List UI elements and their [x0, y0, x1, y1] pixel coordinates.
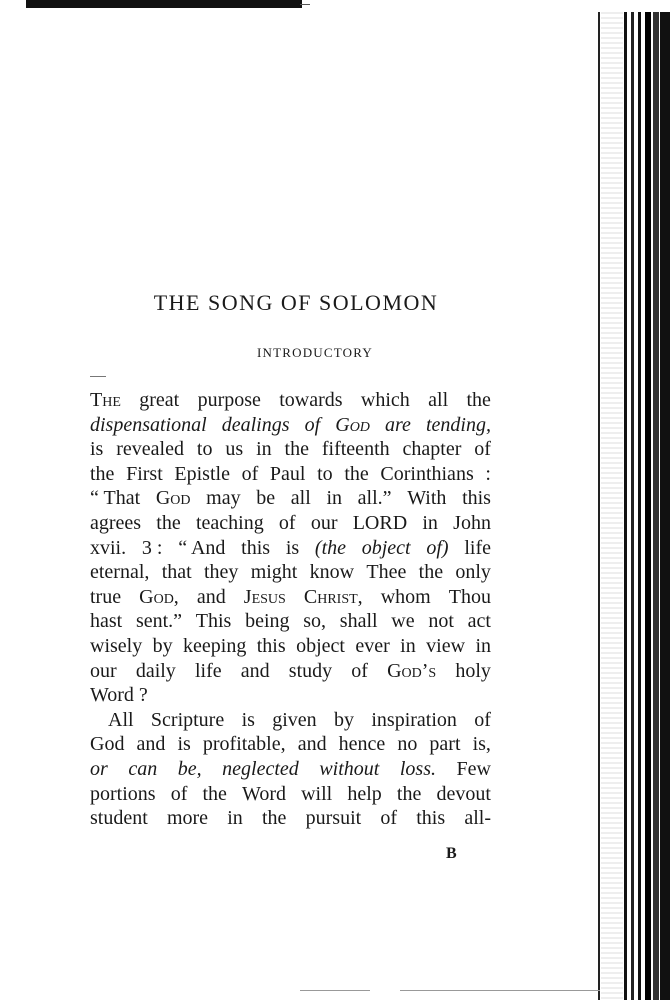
- word: our: [90, 659, 117, 682]
- word: is,: [472, 733, 491, 756]
- word: to: [317, 462, 333, 485]
- word: “ That: [90, 487, 141, 510]
- word: wisely: [90, 634, 143, 657]
- word: and: [240, 659, 270, 682]
- word: all-: [464, 807, 491, 830]
- word: daily: [135, 659, 176, 682]
- word: great: [139, 389, 180, 411]
- word: be,: [177, 757, 202, 780]
- word: purpose: [197, 389, 261, 411]
- top-edge-rule-thin: [300, 4, 310, 5]
- word: agrees: [90, 511, 142, 534]
- word: 3 :: [141, 536, 163, 559]
- text-line: [90, 732, 491, 757]
- word: Thou: [448, 585, 491, 608]
- word: in: [326, 487, 343, 510]
- word: Paul: [269, 462, 306, 485]
- word: which: [360, 389, 410, 411]
- word: profitable,: [202, 733, 286, 756]
- text-line: [90, 757, 491, 782]
- word: Scripture: [150, 708, 225, 731]
- page-title: THE SONG OF SOLOMON: [153, 290, 439, 315]
- word: inspiration: [371, 708, 457, 731]
- word: all: [428, 389, 449, 411]
- word: First: [126, 462, 163, 485]
- word: fifteenth: [321, 438, 390, 461]
- word: chapter: [402, 438, 462, 461]
- word: may: [206, 487, 241, 510]
- text-line: Word ?: [90, 684, 148, 707]
- word: be: [256, 487, 276, 510]
- word: revealed: [116, 438, 184, 461]
- word: the: [396, 782, 422, 805]
- word: of: [351, 659, 368, 682]
- word: object: [296, 634, 345, 657]
- word: God’s: [387, 659, 437, 682]
- word: and: [136, 733, 166, 756]
- word: The: [90, 389, 121, 411]
- word: are: [385, 413, 411, 436]
- word: Thee: [366, 561, 407, 584]
- word: the: [418, 561, 444, 584]
- word: life: [464, 536, 491, 559]
- text-line: [90, 609, 491, 634]
- word: pursuit: [305, 807, 362, 830]
- word: know: [309, 561, 355, 584]
- word: the: [156, 511, 181, 534]
- text-line: [90, 782, 491, 807]
- word: All: [108, 708, 134, 731]
- word: our: [310, 511, 338, 534]
- word: the: [262, 807, 287, 830]
- word: by: [334, 708, 355, 731]
- word: dealings: [221, 413, 290, 436]
- word: and: [196, 585, 226, 608]
- word: in: [227, 807, 243, 830]
- word: keeping: [183, 634, 247, 657]
- word: is: [241, 708, 255, 731]
- ink-mark: [90, 376, 106, 377]
- word: without: [319, 757, 380, 780]
- word: of: [474, 708, 491, 731]
- book-page-edge: [598, 12, 670, 1000]
- word: student: [90, 807, 148, 830]
- word: might: [250, 561, 298, 584]
- word: no: [397, 733, 418, 756]
- word: of: [474, 438, 491, 461]
- word: dispensational: [90, 413, 207, 436]
- text-line: [90, 585, 491, 610]
- word: us: [225, 438, 244, 461]
- paragraph-1: [90, 388, 491, 708]
- word: that: [161, 561, 192, 584]
- word: will: [301, 782, 333, 805]
- word: shall: [339, 610, 378, 633]
- word: this: [241, 536, 271, 559]
- word: hence: [338, 733, 386, 756]
- word: (the: [314, 536, 346, 559]
- word: object: [361, 536, 411, 559]
- word: so,: [303, 610, 327, 633]
- word: not: [428, 610, 454, 633]
- word: all.”: [357, 487, 392, 510]
- word: hast: [90, 610, 123, 633]
- word: of): [426, 536, 449, 559]
- word: they: [203, 561, 239, 584]
- word: teaching: [195, 511, 264, 534]
- word: life: [194, 659, 222, 682]
- body-text: [90, 388, 491, 831]
- word: LORD: [352, 511, 408, 534]
- section-heading: INTRODUCTORY: [256, 345, 373, 360]
- word: portions: [90, 782, 156, 805]
- word: Christ,: [303, 585, 363, 608]
- word: of: [241, 462, 259, 485]
- word: in: [422, 511, 438, 534]
- word: this: [256, 634, 286, 657]
- word: true: [90, 585, 122, 608]
- top-edge-rule: [26, 0, 302, 8]
- word: God: [335, 413, 370, 436]
- word: being: [245, 610, 290, 633]
- word: view: [426, 634, 466, 657]
- bottom-edge-rule-2: [400, 990, 600, 991]
- word: Corinthians: [380, 462, 474, 485]
- word: and: [297, 733, 327, 756]
- word: whom: [380, 585, 431, 608]
- word: God,: [139, 585, 179, 608]
- word: devout: [436, 782, 491, 805]
- word: in: [475, 634, 491, 657]
- word: only: [455, 561, 491, 584]
- word: given: [272, 708, 317, 731]
- word: ever: [355, 634, 390, 657]
- word: towards: [279, 389, 343, 411]
- word: Epistle: [174, 462, 230, 485]
- word: the: [466, 389, 491, 411]
- word: the: [202, 782, 227, 805]
- text-line: [90, 388, 491, 413]
- word: help: [347, 782, 382, 805]
- text-line: [90, 659, 491, 684]
- paragraph-2: [90, 708, 491, 831]
- word: is: [90, 438, 104, 461]
- word: John: [453, 511, 491, 534]
- word: in: [400, 634, 416, 657]
- word: loss.: [399, 757, 436, 780]
- word: or: [90, 757, 108, 780]
- word: Few: [456, 757, 491, 780]
- word: act: [467, 610, 491, 633]
- word: This: [195, 610, 232, 633]
- word: :: [485, 462, 491, 485]
- word: more: [166, 807, 209, 830]
- word: this: [416, 807, 446, 830]
- word: the: [344, 462, 369, 485]
- word: eternal,: [90, 561, 150, 584]
- word: to: [196, 438, 213, 461]
- word: study: [288, 659, 333, 682]
- text-line: [90, 462, 491, 487]
- word: all: [290, 487, 311, 510]
- word: by: [152, 634, 173, 657]
- word: “ And: [178, 536, 226, 559]
- word: With: [407, 487, 447, 510]
- word: in: [256, 438, 272, 461]
- word: neglected: [222, 757, 299, 780]
- word: of: [170, 782, 188, 805]
- text-line: [90, 437, 491, 462]
- text-line: [90, 536, 491, 561]
- word: sent.”: [135, 610, 183, 633]
- bottom-edge-rule: [300, 990, 370, 991]
- text-line: [90, 560, 491, 585]
- word: holy: [455, 659, 491, 682]
- word: the: [90, 462, 115, 485]
- text-line: [90, 708, 491, 733]
- word: Jesus: [243, 585, 286, 608]
- text-line: [90, 634, 491, 659]
- word: tending,: [426, 413, 491, 436]
- word: God: [90, 733, 125, 756]
- word: the: [284, 438, 309, 461]
- word: God: [155, 487, 191, 510]
- text-line: [90, 413, 491, 438]
- word: xvii.: [90, 536, 127, 559]
- word: Word: [242, 782, 286, 805]
- word: we: [391, 610, 415, 633]
- word: of: [304, 413, 321, 436]
- text-line: [90, 511, 491, 536]
- text-line: [90, 806, 491, 831]
- text-line: [90, 486, 491, 511]
- word: of: [278, 511, 296, 534]
- word: can: [128, 757, 158, 780]
- word: is: [285, 536, 300, 559]
- word: of: [380, 807, 398, 830]
- word: part: [429, 733, 461, 756]
- word: this: [462, 487, 491, 510]
- signature-mark: B: [446, 845, 457, 862]
- word: is: [177, 733, 191, 756]
